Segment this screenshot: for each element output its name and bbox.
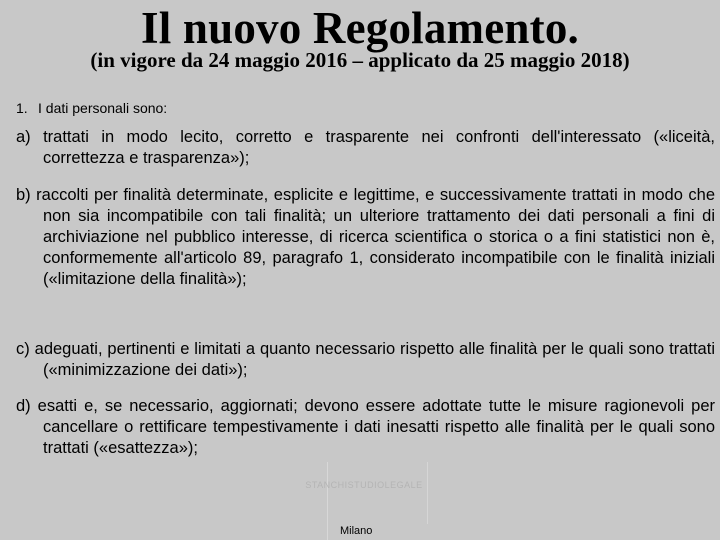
footer-city: Milano [340, 525, 373, 537]
list-item-b: b) raccolti per finalità determinate, esplicite e legittime, e successivamente trattati in modo che non sia incompatibile con tali finalità; un ulteriore trattamento dei dati personali a fini di archiviazione nel pubblico interesse, di ricerca scientifica o storica o a fini statistici non è, conformemente all'articolo 89, paragrafo 1, considerato incompatibile con le finalità iniziali («limitazione della finalità»); [16, 186, 715, 288]
firm-logo [302, 476, 426, 498]
list-item-a: a) trattati in modo lecito, corretto e trasparente nei confronti dell'interessato («liceità, correttezza e trasparenza»); [16, 128, 715, 167]
footer-divider [327, 462, 328, 540]
firm-logo-text: STANCHISTUDIOLEGALE [305, 480, 423, 490]
lead-number: 1. [16, 100, 28, 116]
list-item-c: c) adeguati, pertinenti e limitati a quanto necessario rispetto alle finalità per le quali sono trattati («minimizzazione dei dati»); [16, 340, 715, 379]
list-item-d: d) esatti e, se necessario, aggiornati; devono essere adottate tutte le misure ragionevoli per cancellare o rettificare tempestivamente i dati inesatti rispetto alle finalità per le quali sono trattati («esattezza»); [16, 397, 715, 457]
lead-paragraph [16, 100, 167, 116]
slide-title: Il nuovo Regolamento. [141, 3, 579, 53]
slide-subtitle: (in vigore da 24 maggio 2016 – applicato da 25 maggio 2018) [90, 48, 630, 72]
lead-text: I dati personali sono: [38, 100, 168, 116]
footer-divider-right [427, 462, 428, 524]
